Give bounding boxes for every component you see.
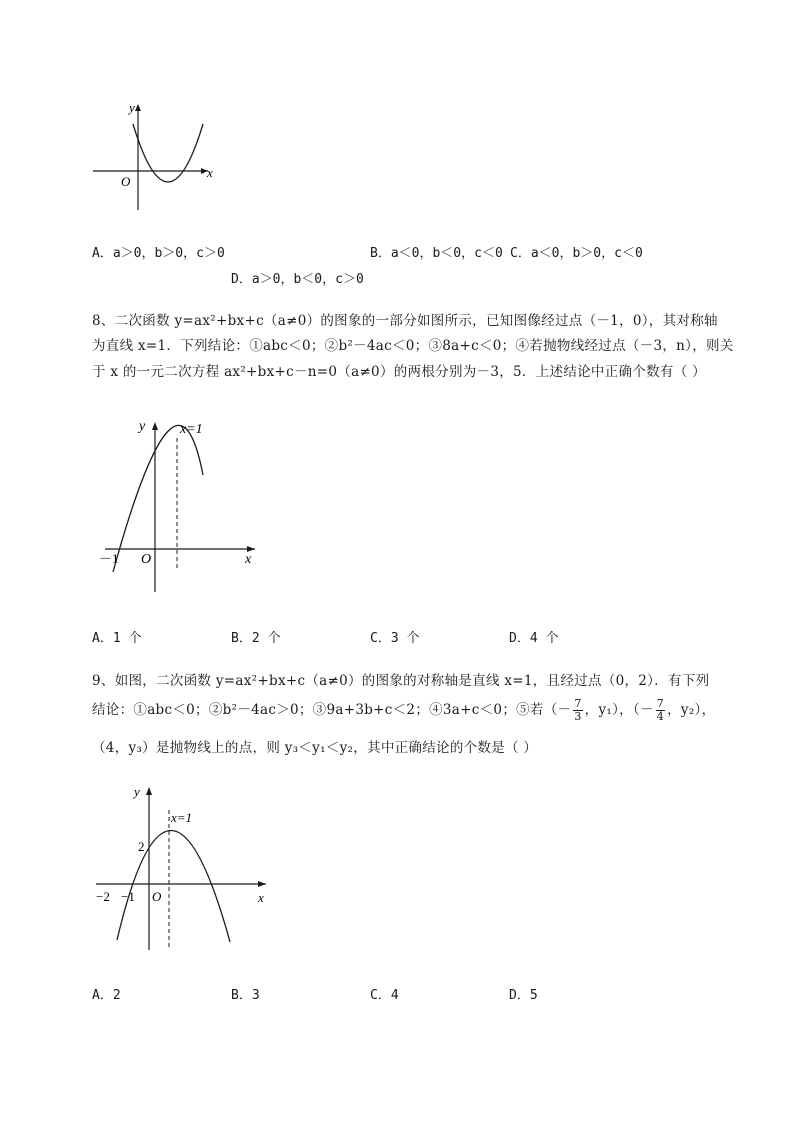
q7-parabola [133, 124, 203, 182]
q9-line-2-pre: 结论：①abc＜0；②b²－4ac＞0；③9a+3b+c＜2；④3a+c＜0；⑤若（－ [92, 702, 572, 718]
q9-neg1-label: −1 [121, 889, 135, 904]
q7-option-c[interactable]: C．a＜0，b＞0，c＜0 [510, 246, 643, 261]
q9-text-line-3: （4，y₃）是抛物线上的点，则 y₃＜y₁＜y₂，其中正确结论的个数是（ ） [92, 740, 538, 756]
q9-frac2-num: 7 [656, 697, 665, 710]
q9-fraction-2 [656, 698, 665, 723]
q8-option-b[interactable]: B．2 个 [231, 631, 281, 646]
q7-option-b[interactable]: B．a＜0，b＜0，c＜0 [370, 246, 503, 261]
q9-y-label: y [134, 784, 140, 799]
q7-graph [88, 100, 218, 220]
q9-option-c[interactable]: C．4 [370, 988, 399, 1003]
q9-frac2-den: 4 [656, 710, 665, 723]
q8-text-line-2: 为直线 x=1．下列结论：①abc＜0；②b²－4ac＜0；③8a+c＜0；④若抛物线经过点（－3，n），则关 [92, 338, 734, 354]
q9-line-2-post: ，y₂）， [667, 702, 716, 718]
q8-option-d[interactable]: D．4 个 [509, 631, 559, 646]
q7-x-label: x [207, 165, 213, 180]
q7-y-label: y [129, 100, 135, 115]
q8-axis-label: x=1 [180, 422, 203, 437]
q9-text-line-1: 9、如图，二次函数 y=ax²+bx+c（a≠0）的图象的对称轴是直线 x=1，且经过点（0，2）．有下列 [92, 673, 710, 689]
q8-origin-label: O [141, 552, 152, 567]
q9-axis-label: x=1 [171, 810, 193, 825]
q8-option-c[interactable]: C．3 个 [370, 631, 420, 646]
q7-option-d[interactable]: D．a＞0，b＜0，c＞0 [231, 272, 364, 287]
q9-fraction-1 [573, 698, 582, 723]
q8-neg1-label: －1 [99, 551, 119, 566]
q9-x-arrow [258, 881, 266, 887]
q9-neg2-label: −2 [96, 889, 110, 904]
q8-option-a[interactable]: A．1 个 [92, 631, 142, 646]
q9-line-2-mid: ，y₁），（－ [584, 702, 654, 718]
q9-option-b[interactable]: B．3 [231, 988, 260, 1003]
q8-x-label: x [245, 552, 252, 567]
q9-y-intercept-label: 2 [138, 839, 145, 854]
q8-graph [95, 410, 275, 600]
q9-parabola [117, 830, 230, 942]
q8-text-line-1: 8、二次函数 y=ax²+bx+c（a≠0）的图象的一部分如图所示，已知图像经过点（－1，0），其对称轴 [92, 313, 718, 329]
q9-option-d[interactable]: D．5 [509, 988, 538, 1003]
q9-frac1-den: 3 [574, 710, 582, 723]
q7-origin-label: O [121, 174, 131, 189]
q7-option-a[interactable]: A．a＞0，b＞0，c＞0 [92, 246, 225, 261]
q9-frac1-num: 7 [574, 697, 582, 710]
q9-x-label: x [258, 890, 264, 905]
q8-text-line-3: 于 x 的一元二次方程 ax²+bx+c－n=0（a≠0）的两根分别为－3，5．上述结论中正确个数有（ ） [92, 364, 706, 380]
q9-graph [90, 780, 280, 960]
q8-y-arrow [152, 422, 158, 430]
q9-text-line-2 [92, 696, 715, 724]
q8-y-label: y [139, 419, 146, 434]
q9-option-a[interactable]: A．2 [92, 988, 121, 1003]
q7-y-arrow [135, 104, 141, 111]
q9-y-arrow [146, 787, 152, 795]
q9-origin-label: O [152, 889, 162, 904]
q8-parabola [113, 425, 203, 572]
